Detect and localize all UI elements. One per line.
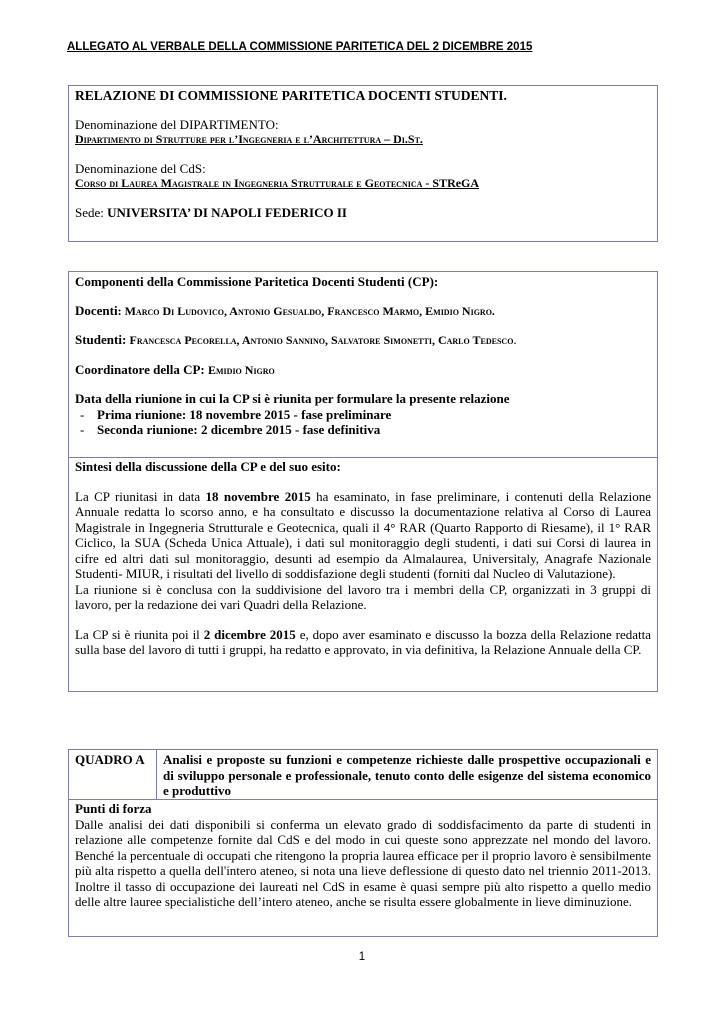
studenti-label: Studenti: — [75, 332, 130, 347]
list-item: - Prima riunione: 18 novembre 2015 - fase preliminare — [97, 407, 651, 423]
sede-label: Sede: — [75, 204, 108, 220]
docenti-line — [75, 303, 651, 320]
page-number: 1 — [358, 951, 366, 963]
relazione-box — [68, 85, 658, 242]
para3-text-a: La CP si è riunita poi il — [75, 626, 204, 642]
coordinatore-line — [75, 362, 651, 379]
para1-text-c: ha esaminato, in fase preliminare, i contenuti della Relazione Annuale redatta lo scorso anno, e ha consultato e discusso la documentazione relativa al Corso di Laurea Magistrale in Ingegneria Strutturale e Geotecnica, quali il 4° RAR (Quarto Rapporto di Riesame), il 1° RAR Ciclico, la SUA (Scheda Unica Attuale), i dati sul monitoraggio degli studenti, i dati sui Corsi di laurea in cifre ed altri dati sul monitoraggio, desunti ad esempio da Almalaurea, Universitaly, Anagrafe Nazionale Studenti- MIUR, i risultati del livello di soddisfazione degli studenti (forniti dal Nucleo di Valutazione). — [75, 488, 652, 581]
list-item: - Seconda riunione: 2 dicembre 2015 - fase definitiva — [97, 422, 651, 438]
para3-date: 2 dicembre 2015 — [203, 626, 296, 642]
studenti-end: . — [513, 332, 517, 347]
sintesi-section — [69, 458, 657, 659]
sede-line — [75, 205, 651, 221]
para1-date: 18 novembre 2015 — [205, 488, 311, 504]
studenti-value: Francesca Pecorella, Antonio Sannino, Salvatore Simonetti, Carlo Tedesco — [129, 333, 514, 347]
commissione-box — [68, 271, 658, 692]
dipartimento-label: Denominazione del DIPARTIMENTO: — [75, 116, 279, 132]
quadro-a-box — [68, 749, 658, 937]
sintesi-title: Sintesi della discussione della CP e del suo esito: — [75, 459, 341, 474]
sintesi-paragraph-1 — [75, 489, 651, 582]
cds-acronym: STReGA — [432, 176, 480, 190]
relazione-title: RELAZIONE DI COMMISSIONE PARITETICA DOCENTI STUDENTI. — [75, 88, 507, 103]
sintesi-paragraph-2: La riunione si è conclusa con la suddivisione del lavoro tra i membri della CP, organizzati in 3 gruppi di lavoro, per la redazione dei vari Quadri della Relazione. — [75, 581, 651, 612]
docenti-value: : Marco Di Ludovico, Antonio Gesualdo, Francesco Marmo, Emidio Nigro. — [117, 303, 495, 318]
componenti-title: Componenti della Commissione Paritetica Docenti Studenti (CP): — [75, 274, 439, 289]
para1-text-a: La CP riunitasi in data — [75, 488, 206, 504]
punti-di-forza-title: Punti di forza — [75, 801, 152, 816]
studenti-line — [75, 332, 651, 349]
docenti-label: Docenti — [75, 302, 118, 318]
dipartimento-value: Dipartimento di Strutture per l’Ingegneria e l’Architettura – Di.St. — [75, 132, 423, 146]
coordinatore-value: Emidio Nigro — [208, 362, 275, 377]
quadro-body — [69, 800, 657, 911]
punti-di-forza-text: Dalle analisi dei dati disponibili si conferma un elevato grado di soddisfacimento da parte di studenti in relazione alle competenze fornite dal CdS e del modo in cui queste sono apprezzate nel mondo del lavoro. Benché la percentuale di occupati che ritengono la propria laurea efficace per il proprio lavoro è sensibilmente più alta rispetto a quella dell'intero ateneo, si nota una lieve deflessione di questo dato nel triennio 2011-2013. Inoltre il tasso di occupazione dei laureati nel CdS in esame è quasi sempre più alto rispetto a quello medio delle altre lauree specialistiche dell’intero ateneo, anche se risulta essere globalmente in lieve diminuzione. — [75, 816, 651, 909]
para3-text-c: e, dopo aver esaminato e discusso la bozza della Relazione redatta sulla base del lavoro di tutti i gruppi, ha redatto e approvato, in via definitiva, la Relazione Annuale della CP. — [75, 626, 652, 657]
sede-value: UNIVERSITA’ DI NAPOLI FEDERICO II — [107, 204, 347, 220]
data-riunione-title: Data della riunione in cui la CP si è riunita per formulare la presente relazione — [75, 391, 510, 406]
cds-value: Corso di Laurea Magistrale in Ingegneria Strutturale e Geotecnica - — [75, 176, 433, 190]
document-header: ALLEGATO AL VERBALE DELLA COMMISSIONE PARITETICA DEL 2 DICEMBRE 2015 — [67, 41, 533, 53]
quadro-header — [69, 750, 657, 800]
coordinatore-label: Coordinatore della CP: — [75, 361, 208, 377]
cds-label: Denominazione del CdS: — [75, 160, 206, 176]
componenti-section — [69, 272, 657, 458]
sintesi-paragraph-3 — [75, 627, 651, 658]
quadro-title: Analisi e proposte su funzioni e competenze richieste dalle prospettive occupazionali e di sviluppo personale e professionale, tenuto conto delle esigenze del sistema economico e produttivo — [163, 752, 651, 798]
riunioni-list — [75, 407, 651, 438]
quadro-label: QUADRO A — [69, 750, 157, 799]
cds-value-line — [75, 176, 651, 192]
